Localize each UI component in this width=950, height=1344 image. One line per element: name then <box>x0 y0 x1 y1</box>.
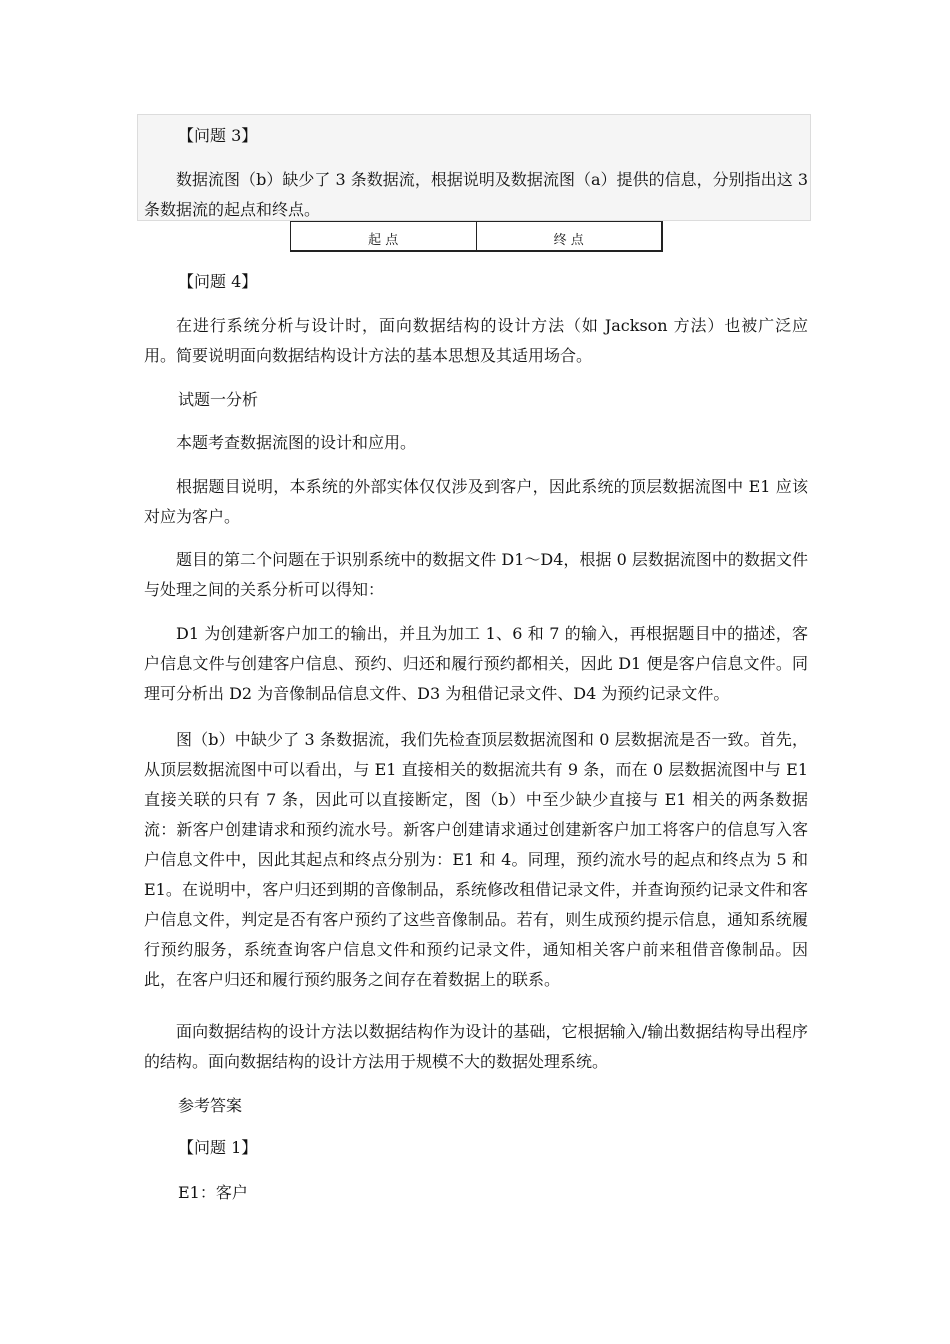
analysis-title: 试题一分析 <box>178 390 259 409</box>
answer-table <box>290 221 663 252</box>
question-4-heading: 【问题 4】 <box>178 272 258 291</box>
question-3-body: 数据流图（b）缺少了 3 条数据流，根据说明及数据流图（a）提供的信息，分别指出这 3 条数据流的起点和终点。 <box>144 170 808 219</box>
answer-question-1-text: E1：客户 <box>178 1183 248 1202</box>
answer-question-1-heading: 【问题 1】 <box>178 1138 258 1157</box>
table-header-start: 起 点 <box>368 233 399 248</box>
analysis-paragraph-4: D1 为创建新客户加工的输出，并且为加工 1、6 和 7 的输入，再根据题目中的描述，客户信息文件与创建客户信息、预约、归还和履行预约都相关，因此 D1 便是客户信息文件。同理可分析出 D2 为音像制品信息文件、D3 为租借记录文件、D4 为预约记录文件。 <box>144 624 808 703</box>
question-4-body: 在进行系统分析与设计时，面向数据结构的设计方法（如 Jackson 方法）也被广泛应用。简要说明面向数据结构设计方法的基本思想及其适用场合。 <box>144 316 808 365</box>
table-header-end: 终 点 <box>476 222 662 250</box>
analysis-paragraph-1: 本题考查数据流图的设计和应用。 <box>176 433 417 452</box>
analysis-paragraph-6: 面向数据结构的设计方法以数据结构作为设计的基础，它根据输入/输出数据结构导出程序的结构。面向数据结构的设计方法用于规模不大的数据处理系统。 <box>144 1022 808 1071</box>
answer-title: 参考答案 <box>178 1096 243 1115</box>
question-3-heading: 【问题 3】 <box>178 126 258 145</box>
analysis-paragraph-2: 根据题目说明，本系统的外部实体仅仅涉及到客户，因此系统的顶层数据流图中 E1 应该对应为客户。 <box>144 477 808 526</box>
analysis-paragraph-3: 题目的第二个问题在于识别系统中的数据文件 D1～D4，根据 0 层数据流图中的数据文件与处理之间的关系分析可以得知： <box>144 550 808 599</box>
analysis-paragraph-5: 图（b）中缺少了 3 条数据流，我们先检查顶层数据流图和 0 层数据流是否一致。首先，从顶层数据流图中可以看出，与 E1 直接相关的数据流共有 9 条，而在 0 层数据流图中与 E1 直接关联的只有 7 条，因此可以直接断定，图（b）中至少缺少直接与 E1 相关的两条数据流：新客户创建请求和预约流水号。新客户创建请求通过创建新客户加工将客户的信息写入客户信息文件中，因此其起点和终点分别为：E1 和 4。同理，预约流水号的起点和终点为 5 和 E1。在说明中，客户归还到期的音像制品，系统修改租借记录文件，并查询预约记录文件和客户信息文件，判定是否有客户预约了这些音像制品。若有，则生成预约提示信息，通知系统履行预约服务，系统查询客户信息文件和预约记录文件，通知相关客户前来租借音像制品。因此，在客户归还和履行预约服务之间存在着数据上的联系。 <box>144 730 808 989</box>
